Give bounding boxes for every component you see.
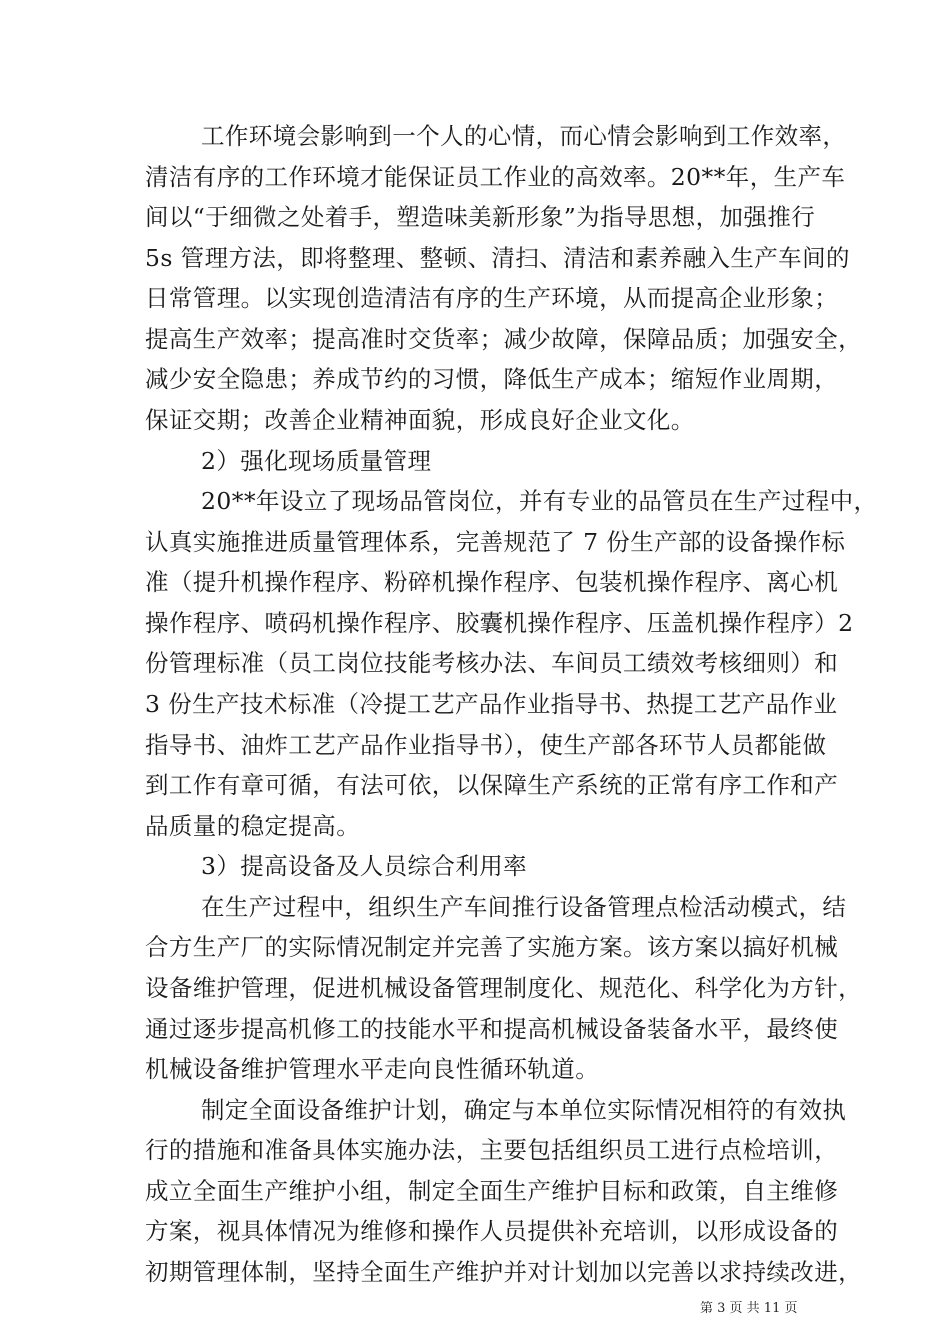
text-line: 份管理标准（员工岗位技能考核办法、车间员工绩效考核细则）和 (145, 649, 839, 677)
text-line: 20**年设立了现场品管岗位，并有专业的品管员在生产过程中， (201, 487, 878, 515)
text-line: 准（提升机操作程序、粉碎机操作程序、包装机操作程序、离心机 (145, 568, 839, 596)
text-line: 5s 管理方法，即将整理、整顿、清扫、清洁和素养融入生产车间的 (145, 244, 850, 272)
text-line: 减少安全隐患；养成节约的习惯，降低生产成本；缩短作业周期， (145, 365, 839, 393)
text-line: 指导书、油炸工艺产品作业指导书），使生产部各环节人员都能做 (145, 731, 827, 759)
text-line: 设备维护管理，促进机械设备管理制度化、规范化、科学化为方针， (145, 974, 862, 1002)
text-line: 3 份生产技术标准（冷提工艺产品作业指导书、热提工艺产品作业 (145, 690, 838, 718)
text-line: 清洁有序的工作环境才能保证员工作业的高效率。20**年，生产车 (145, 163, 846, 191)
text-line: 操作程序、喷码机操作程序、胶囊机操作程序、压盖机操作程序）2 (145, 609, 854, 637)
text-line: 方案，视具体情况为维修和操作人员提供补充培训，以形成设备的 (145, 1217, 839, 1245)
text-line: 间以“于细微之处着手，塑造味美新形象”为指导思想，加强推行 (145, 203, 816, 231)
text-line: 初期管理体制，坚持全面生产维护并对计划加以完善以求持续改进， (145, 1258, 862, 1286)
text-line: 认真实施推进质量管理体系，完善规范了 7 份生产部的设备操作标 (145, 528, 846, 556)
text-line: 日常管理。以实现创造清洁有序的生产环境，从而提高企业形象； (145, 284, 839, 312)
text-line: 机械设备维护管理水平走向良性循环轨道。 (145, 1055, 600, 1083)
text-line: 在生产过程中，组织生产车间推行设备管理点检活动模式，结 (201, 893, 847, 921)
text-line: 到工作有章可循，有法可依，以保障生产系统的正常有序工作和产 (145, 771, 839, 799)
section-heading: 3）提高设备及人员综合利用率 (201, 852, 528, 880)
text-line: 成立全面生产维护小组，制定全面生产维护目标和政策，自主维修 (145, 1177, 839, 1205)
text-line: 保证交期；改善企业精神面貌，形成良好企业文化。 (145, 406, 695, 434)
text-line: 制定全面设备维护计划，确定与本单位实际情况相符的有效执 (201, 1096, 847, 1124)
section-heading: 2）强化现场质量管理 (201, 447, 432, 475)
text-line: 品质量的稳定提高。 (145, 812, 361, 840)
text-line: 合方生产厂的实际情况制定并完善了实施方案。该方案以搞好机械 (145, 933, 839, 961)
text-line: 行的措施和准备具体实施办法，主要包括组织员工进行点检培训， (145, 1136, 839, 1164)
text-line: 工作环境会影响到一个人的心情，而心情会影响到工作效率， (201, 122, 847, 150)
text-line: 通过逐步提高机修工的技能水平和提高机械设备装备水平，最终使 (145, 1015, 839, 1043)
page-number: 第 3 页 共 11 页 (700, 1301, 798, 1316)
text-line: 提高生产效率；提高准时交货率；减少故障，保障品质；加强安全， (145, 325, 862, 353)
